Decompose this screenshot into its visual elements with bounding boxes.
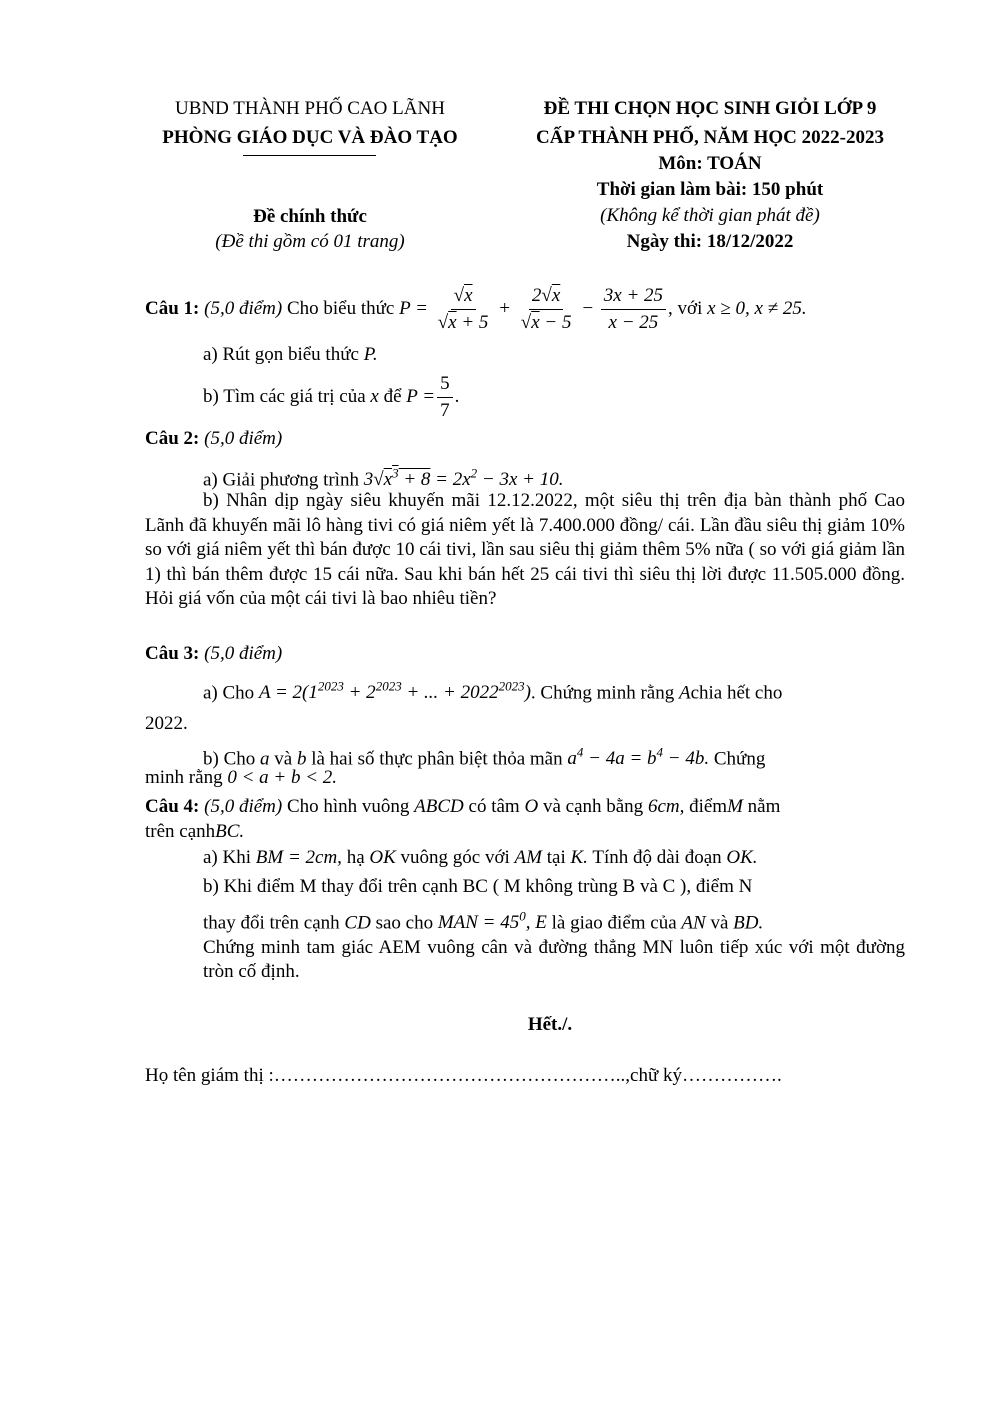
q1-expression: P = $\frac{√x}{√x + 5}$ + $\frac{2√x}{√x - 5}$ − $\frac{3x + 25}{x - 25}$ [399, 285, 668, 334]
q1-condition: x ≥ 0, x ≠ 25. [707, 298, 807, 319]
official-label: Đề chính thức [253, 206, 367, 227]
q1-label: Câu 1: [145, 298, 200, 319]
q1-part-a: a) Rút gọn biểu thức P. [203, 344, 378, 365]
q1-part-b: b) Tìm các giá trị của x để P = $\frac{5}{7}$ . [203, 372, 460, 421]
q4-part-b-line1: b) Khi điểm M thay đổi trên cạnh BC ( M không trùng B và C ), điểm N [203, 876, 753, 897]
time-note: (Không kể thời gian phát đề) [600, 205, 820, 226]
exam-date: Ngày thi: 18/12/2022 [626, 231, 794, 252]
q3-part-a: a) Cho $A = 2(1^{2023} + 2^{2023}$ + ... + $2022^{2023}$). Chứng minh rằng Achia hết cho [203, 679, 783, 704]
page-count-note: (Đề thi gồm có 01 trang) [215, 231, 405, 252]
question-4: Câu 4: (5,0 điểm) Cho hình vuông ABCD có tâm O và cạnh bằng 6cm, điểmM nằm [145, 796, 781, 817]
exam-subtitle: CẤP THÀNH PHỐ, NĂM HỌC 2022-2023 [536, 127, 884, 148]
proctor-signature-line: Họ tên giám thị :………………………………………………..,chữ ký……………. [145, 1065, 782, 1086]
q3-part-b: b) Cho a và b là hai số thực phân biệt thỏa mãn $a^4 - 4a = b^4 - 4b$. Chứng [203, 745, 766, 770]
q1-intro: Cho biểu thức [286, 298, 395, 319]
q4-points: (5,0 điểm) [204, 796, 283, 817]
q3-points: (5,0 điểm) [204, 643, 283, 664]
time-limit: Thời gian làm bài: 150 phút [596, 179, 824, 200]
question-1 [145, 278, 905, 340]
exam-title: ĐỀ THI CHỌN HỌC SINH GIỎI LỚP 9 [543, 98, 877, 119]
q3-label: Câu 3: [145, 643, 200, 664]
q4-part-a: a) Khi BM = 2cm, hạ OK vuông góc với AM tại K. Tính độ dài đoạn OK. [203, 847, 758, 868]
q4-intro-cont: trên cạnhBC. [145, 821, 245, 842]
header-underline [243, 155, 376, 156]
end-mark: Hết./. [527, 1014, 573, 1035]
q2-points: (5,0 điểm) [204, 428, 283, 449]
q4-part-b-line3: Chứng minh tam giác AEM vuông cân và đường thẳng MN luôn tiếp xúc với một đường tròn cố định. [203, 937, 905, 982]
question-3 [145, 642, 282, 666]
q2-part-a: a) Giải phương trình $3√x^3 + 8 = 2x^2 - 3x + 10$. [203, 466, 564, 491]
q1-cond-prefix: , với [668, 298, 703, 319]
q4-part-b-line2: thay đổi trên cạnh CD sao cho MAN = $45^0$, E là giao điểm của AN và BD. [203, 909, 764, 934]
q4-label: Câu 4: [145, 796, 200, 817]
q2-label: Câu 2: [145, 428, 200, 449]
q3-part-a-end: 2022. [145, 713, 188, 734]
question-2 [145, 427, 282, 451]
q2-part-b: b) Nhân dịp ngày siêu khuyến mãi 12.12.2022, một siêu thị trên địa bàn thành phố Cao Lãnh đã khuyến mãi lô hàng tivi có giá niêm yết là 7.400.000 đồng/ cái. Lần đầu siêu thị giảm 10% so với giá niêm yết thì bán được 10 cái tivi, lần sau siêu thị giảm thêm 5% nữa ( so với giá giảm lần 1) thì bán thêm được 15 cái nữa. Sau khi bán hết 25 cái tivi thì siêu thị lời được 11.505.000 đồng. Hỏi giá vốn của một cái tivi là bao nhiêu tiền? [145, 490, 905, 609]
office-name: PHÒNG GIÁO DỤC VÀ ĐÀO TẠO [162, 127, 458, 148]
q3-part-b-cont: minh rằng 0 < a + b < 2. [145, 767, 338, 788]
department-name: UBND THÀNH PHỐ CAO LÃNH [175, 98, 445, 119]
q1-points: (5,0 điểm) [204, 298, 283, 319]
subject: Môn: TOÁN [658, 153, 762, 174]
q2-equation: $3√x^3 + 8 = 2x^2 - 3x + 10$. [363, 466, 564, 491]
